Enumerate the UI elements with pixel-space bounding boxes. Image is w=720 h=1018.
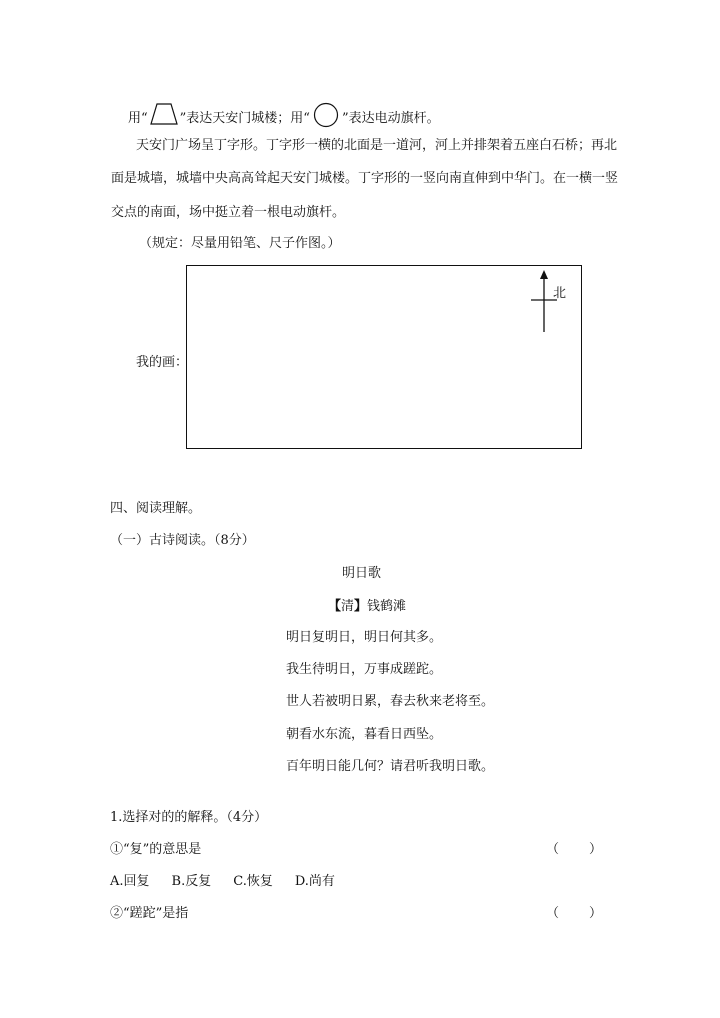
description-line-2: 面是城墙，城墙中央高高耸起天安门城楼。丁字形的一竖向南直伸到中华门。在一横一竖 <box>111 171 619 186</box>
question-1b-text: ②“蹉跎”是指 <box>110 906 189 921</box>
poem-line: 百年明日能几何？请君听我明日歌。 <box>286 759 495 774</box>
description-line-1: 天安门广场呈丁字形。丁字形一横的北面是一道河，河上并排架着五座白石桥；再北 <box>136 138 618 153</box>
answer-paren-open: （ <box>546 842 560 857</box>
drawing-requirement: （规定：尽量用铅笔、尺子作图。） <box>139 236 341 251</box>
option-c[interactable]: C.恢复 <box>233 874 273 889</box>
question-1b-answer-blank[interactable] <box>546 902 602 921</box>
drawing-area[interactable] <box>186 265 582 449</box>
question-1-title: 1.选择对的的解释。（4分） <box>110 810 268 825</box>
question-1a-options <box>110 870 335 889</box>
answer-paren-close: ） <box>589 842 603 857</box>
north-label: 北 <box>553 286 567 301</box>
legend-line <box>128 102 440 132</box>
flagpole-symbol-icon <box>311 102 341 132</box>
legend-text-3: ”表达电动旗杆。 <box>341 111 440 126</box>
ancient-poem-section-title: （一）古诗阅读。（8分） <box>110 533 255 548</box>
question-1a-answer-blank[interactable] <box>546 838 602 857</box>
poem-author <box>328 595 406 614</box>
description-line-3: 交点的南面，场中挺立着一根电动旗杆。 <box>111 205 346 220</box>
legend-text-2: ”表达天安门城楼；用“ <box>179 111 310 126</box>
poem-line: 我生待明日，万事成蹉跎。 <box>286 662 443 677</box>
poem-dynasty: 清 <box>341 599 355 614</box>
tiananmen-gate-symbol-icon <box>149 102 179 130</box>
author-bracket-open: 【 <box>328 599 342 614</box>
answer-paren-close: ） <box>589 906 603 921</box>
option-a[interactable]: A.回复 <box>110 874 150 889</box>
poem-line: 世人若被明日累，春去秋来老将至。 <box>286 694 495 709</box>
option-d[interactable]: D.尚有 <box>294 874 335 889</box>
poem-author-name: 钱鹤滩 <box>367 599 407 614</box>
my-drawing-label: 我的画： <box>136 355 189 370</box>
option-b[interactable]: B.反复 <box>171 874 212 889</box>
legend-text-1: 用“ <box>128 111 148 126</box>
answer-paren-open: （ <box>546 906 560 921</box>
section-4-title: 四、阅读理解。 <box>110 501 202 516</box>
poem-line: 朝看水东流，暮看日西坠。 <box>286 727 443 742</box>
poem-line: 明日复明日，明日何其多。 <box>286 630 443 645</box>
question-1a-text: ①“复”的意思是 <box>110 842 202 857</box>
north-arrow-icon <box>517 270 577 340</box>
author-bracket-close: 】 <box>354 599 368 614</box>
poem-title: 明日歌 <box>342 566 382 581</box>
